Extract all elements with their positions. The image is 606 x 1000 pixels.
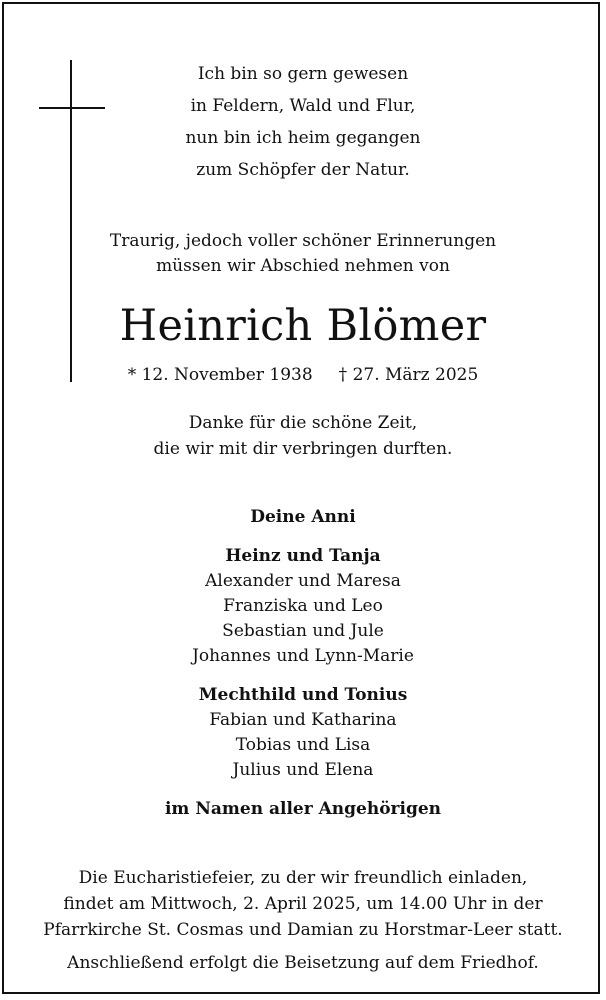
thanks-line: Danke für die schöne Zeit,: [188, 413, 418, 433]
family-member: Fabian und Katharina: [209, 710, 397, 730]
poem-line: zum Schöpfer der Natur.: [196, 160, 410, 180]
family-member: Alexander und Maresa: [205, 571, 401, 591]
closing-group: [0, 797, 606, 822]
spouse-name: Deine Anni: [250, 507, 356, 527]
poem-line: in Feldern, Wald und Flur,: [190, 96, 416, 116]
life-dates: [0, 362, 606, 388]
family-group-2: [0, 683, 606, 783]
intro-line: Traurig, jedoch voller schöner Erinnerungen: [109, 231, 497, 251]
deceased-name: Heinrich Blömer: [119, 301, 487, 351]
service-line: findet am Mittwoch, 2. April 2025, um 14.00 Uhr in der: [63, 894, 543, 914]
thanks-line: die wir mit dir verbringen durften.: [153, 439, 453, 459]
service-info: [0, 865, 606, 943]
death-date: † 27. März 2025: [338, 365, 479, 385]
thanks-text: [0, 410, 606, 462]
intro-text: [0, 229, 606, 279]
family-group-1: [0, 544, 606, 669]
family-member: Johannes und Lynn-Marie: [192, 646, 414, 666]
poem-line: nun bin ich heim gegangen: [185, 128, 421, 148]
birth-date: * 12. November 1938: [127, 365, 313, 385]
spouse-group: [0, 505, 606, 530]
family-member: Tobias und Lisa: [235, 735, 371, 755]
service-line: Pfarrkirche St. Cosmas und Damian zu Horstmar-Leer statt.: [43, 920, 563, 940]
service-line: Die Eucharistiefeier, zu der wir freundlich einladen,: [78, 868, 528, 888]
burial-info: Anschließend erfolgt die Beisetzung auf dem Friedhof.: [67, 953, 539, 973]
closing-line: im Namen aller Angehörigen: [164, 799, 442, 819]
family-member: Julius und Elena: [232, 760, 374, 780]
family-member: Franziska und Leo: [223, 596, 383, 616]
poem: [20, 58, 586, 186]
family-group-head: Mechthild und Tonius: [198, 685, 408, 705]
family-group-head: Heinz und Tanja: [225, 546, 381, 566]
family-list: [0, 505, 606, 836]
family-member: Sebastian und Jule: [222, 621, 384, 641]
poem-line: Ich bin so gern gewesen: [197, 64, 409, 84]
intro-line: müssen wir Abschied nehmen von: [156, 256, 450, 276]
